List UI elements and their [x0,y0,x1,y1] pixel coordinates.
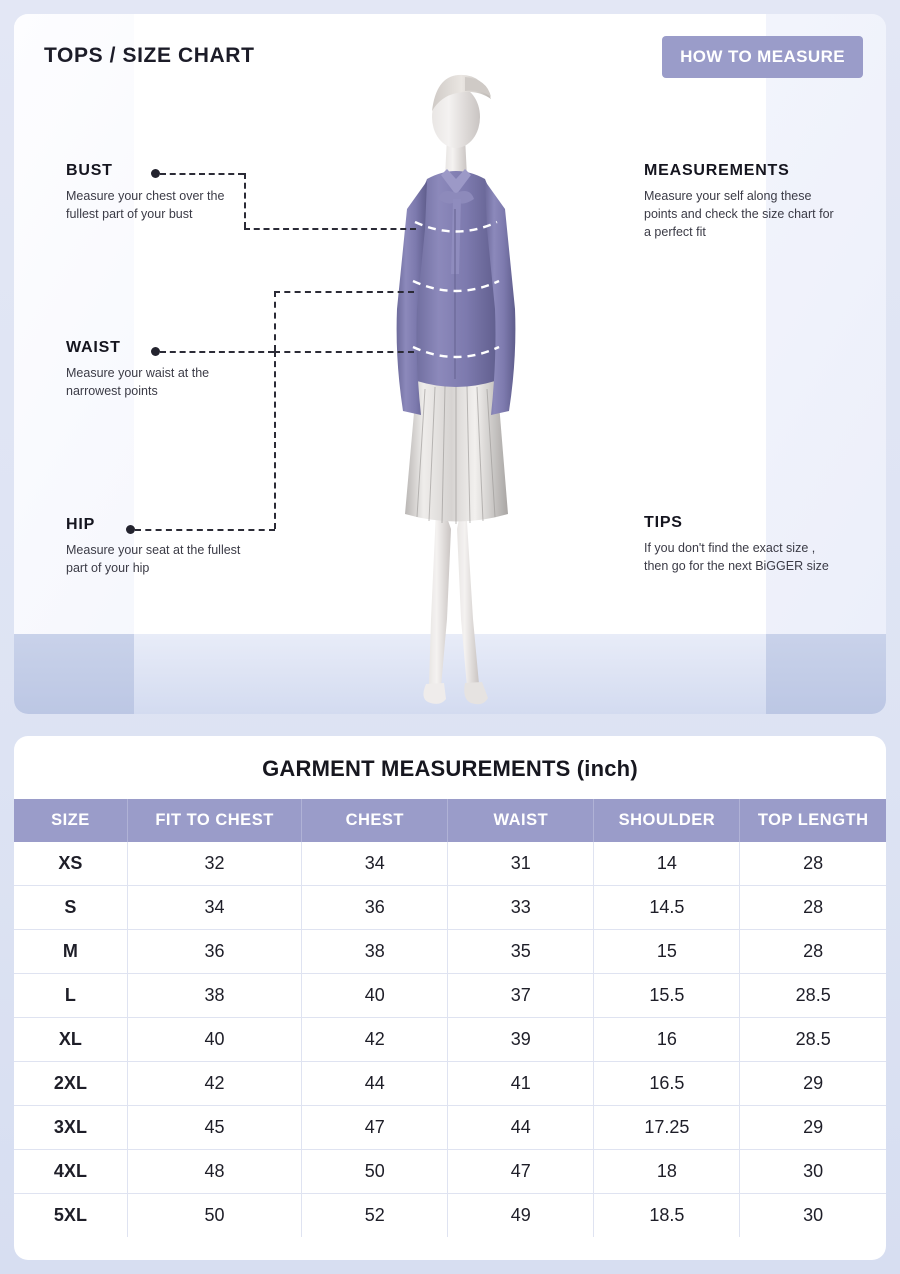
table-row [14,842,886,886]
table-cell-value: 18 [594,1150,740,1194]
table-cell-value: 31 [448,842,594,886]
table-cell-size: S [14,886,127,930]
note-waist-title: WAIST [66,339,121,356]
table-cell-value: 15 [594,930,740,974]
waist-leader-v [274,291,276,351]
table-cell-value: 28 [740,842,886,886]
table-row [14,1062,886,1106]
table-header-row [14,799,886,842]
table-cell-size: 4XL [14,1150,127,1194]
table-cell-value: 16.5 [594,1062,740,1106]
bust-leader-h2 [244,228,416,230]
table-cell-value: 35 [448,930,594,974]
table-column-header: WAIST [448,799,594,842]
table-column-header: SIZE [14,799,127,842]
table-cell-value: 14 [594,842,740,886]
table-cell-value: 42 [127,1062,301,1106]
table-cell-size: 3XL [14,1106,127,1150]
table-cell-value: 42 [302,1018,448,1062]
note-bust [66,162,236,223]
table-cell-value: 34 [127,886,301,930]
table-cell-value: 18.5 [594,1194,740,1238]
table-row [14,886,886,930]
table-row [14,974,886,1018]
table-row [14,1106,886,1150]
waist-leader-h3 [274,351,414,353]
table-column-header: SHOULDER [594,799,740,842]
page-title: TOPS / SIZE CHART [44,44,255,67]
table-column-header: TOP LENGTH [740,799,886,842]
table-cell-value: 40 [127,1018,301,1062]
table-cell-value: 30 [740,1150,886,1194]
table-cell-value: 52 [302,1194,448,1238]
waist-leader-h2 [274,291,414,293]
table-cell-value: 36 [127,930,301,974]
table-cell-value: 37 [448,974,594,1018]
table-cell-value: 16 [594,1018,740,1062]
table-cell-value: 36 [302,886,448,930]
table-cell-size: XS [14,842,127,886]
table-cell-value: 30 [803,1205,824,1225]
table-cell-size: L [14,974,127,1018]
table-row [14,1194,886,1238]
table-cell-value: 48 [127,1150,301,1194]
table-cell-value: 28.5 [740,1018,886,1062]
note-hip [66,516,246,577]
table-cell-value: 50 [302,1150,448,1194]
table-cell-value: 28.5 [740,974,886,1018]
table-cell-value: 33 [448,886,594,930]
table-title: GARMENT MEASUREMENTS (inch) [262,756,638,781]
table-cell-value: 47 [302,1106,448,1150]
note-tips-title: TIPS [644,514,683,531]
table-cell-value: 41 [448,1062,594,1106]
table-cell-value: 34 [302,842,448,886]
note-hip-text: Measure your seat at the fullest part of your hip [66,543,241,576]
hip-leader-v [274,351,276,529]
bust-leader-v [244,173,246,228]
table-cell-value: 45 [127,1106,301,1150]
table-cell-value: 29 [740,1062,886,1106]
table-cell-value: 29 [740,1106,886,1150]
table-cell-value: 40 [302,974,448,1018]
note-measurements-text: Measure your self along these points and check the size chart for a perfect fit [644,189,834,240]
table-column-header: CHEST [302,799,448,842]
table-cell-value: 15.5 [594,974,740,1018]
table-cell-size: XL [14,1018,127,1062]
note-tips-text: If you don't find the exact size , then go for the next BiGGER size [644,541,829,574]
table-cell-value: 38 [302,930,448,974]
table-cell-size: 5XL [14,1194,127,1238]
table-column-header: FIT TO CHEST [127,799,301,842]
note-measurements [644,162,834,241]
table-row [14,930,886,974]
note-measurements-title: MEASUREMENTS [644,162,790,179]
note-hip-title: HIP [66,516,96,533]
note-waist-text: Measure your waist at the narrowest points [66,366,210,399]
how-to-measure-button[interactable]: HOW TO MEASURE [662,36,863,78]
note-waist [66,339,241,400]
table-row [14,1150,886,1194]
table-cell-value: 28 [740,930,886,974]
table-cell-value: 47 [448,1150,594,1194]
how-to-measure-panel [14,14,886,714]
table-cell-value: 14.5 [594,886,740,930]
table-cell-value: 49 [448,1194,594,1238]
note-bust-title: BUST [66,162,113,179]
table-cell-value: 28 [740,886,886,930]
table-cell-value: 17.25 [594,1106,740,1150]
table-cell-value: 38 [127,974,301,1018]
note-bust-text: Measure your chest over the fullest part of your bust [66,189,225,222]
table-cell-value: 50 [127,1194,301,1238]
table-row [14,1018,886,1062]
table-cell-value: 39 [448,1018,594,1062]
mannequin-illustration [369,59,544,714]
table-cell-size: M [14,930,127,974]
note-tips [644,514,839,575]
table-body [14,842,886,1237]
garment-measurements-card [14,736,886,1260]
table-cell-value: 32 [127,842,301,886]
table-cell-value: 44 [302,1062,448,1106]
table-cell-size: 2XL [14,1062,127,1106]
table-cell-value: 44 [448,1106,594,1150]
garment-measurements-table [14,799,886,1237]
